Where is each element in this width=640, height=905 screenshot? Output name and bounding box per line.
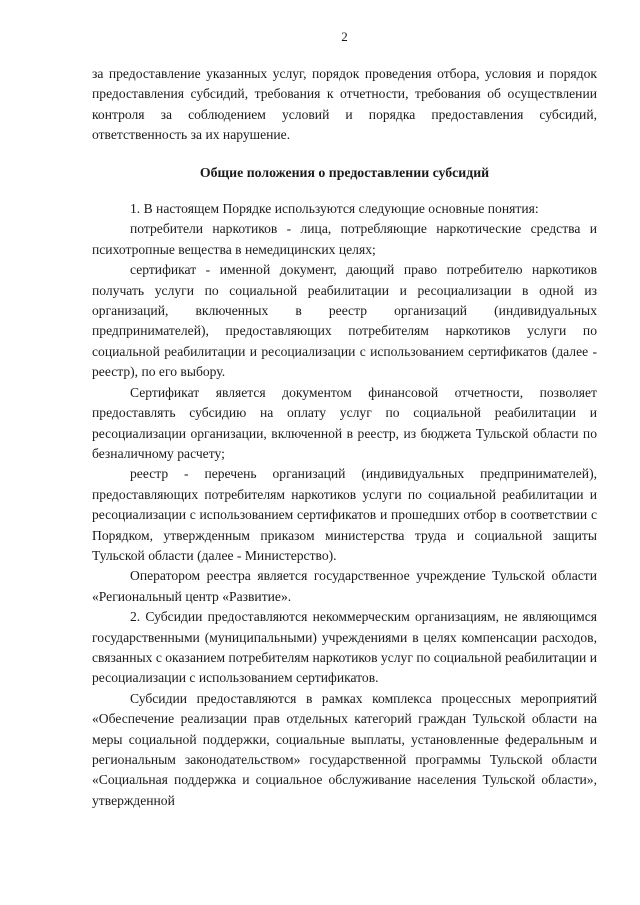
paragraph-registry: реестр - перечень организаций (индивидуальных предпринимателей), предоставляющих потребителям наркотиков услуги по социальной реабилитации и ресоциализации с использованием сертификатов и прошедших отбор в соответствии с Порядком, утвержденным приказом министерства труда и социальной защиты Тульской области (далее - Министерство).	[92, 466, 597, 563]
paragraph-registry-operator: Оператором реестра является государственное учреждение Тульской области «Региональный центр «Развитие».	[92, 568, 597, 604]
paragraph-definitions-intro: 1. В настоящем Порядке используются следующие основные понятия:	[130, 201, 539, 217]
page-number: 2	[341, 29, 348, 44]
section-heading: Общие положения о предоставлении субсидий	[199, 164, 490, 180]
intro-paragraph: за предоставление указанных услуг, порядок проведения отбора, условия и порядок предоставления субсидий, требования к отчетности, требования об осуществлении контроля за соблюдением условий и порядка предоставления субсидий, ответственность за их нарушение.	[92, 66, 597, 143]
document-page	[92, 28, 597, 811]
paragraph-subsidies-program: Субсидии предоставляются в рамках комплекса процессных мероприятий «Обеспечение реализации прав отдельных категорий граждан Тульской области на меры социальной поддержки, социальные выплаты, установленные федеральным и региональным законодательством» государственной программы Тульской области «Социальная поддержка и социальное обслуживание населения Тульской области», утвержденной	[92, 690, 597, 808]
paragraph-certificate-finance: Сертификат является документом финансовой отчетности, позволяет предоставлять субсидию на оплату услуг по социальной реабилитации и ресоциализации организации, включенной в реестр, из бюджета Тульской области по безналичному расчету;	[92, 384, 597, 461]
paragraph-drug-users: потребители наркотиков - лица, потребляющие наркотические средства и психотропные вещества в немедицинских целях;	[92, 221, 597, 257]
paragraph-certificate: сертификат - именной документ, дающий право потребителю наркотиков получать услуги по социальной реабилитации и ресоциализации в одной из организаций, включенных в реестр организаций (индивидуальных предпринимателей), предоставляющих потребителям наркотиков услуги по социальной реабилитации и ресоциализации с использованием сертификатов (далее - реестр), по его выбору.	[92, 262, 597, 380]
paragraph-subsidies: 2. Субсидии предоставляются некоммерческим организациям, не являющимся государственными (муниципальными) учреждениями в целях компенсации расходов, связанных с оказанием потребителям наркотиков услуг по социальной реабилитации и ресоциализации с использованием сертификатов.	[92, 609, 597, 686]
